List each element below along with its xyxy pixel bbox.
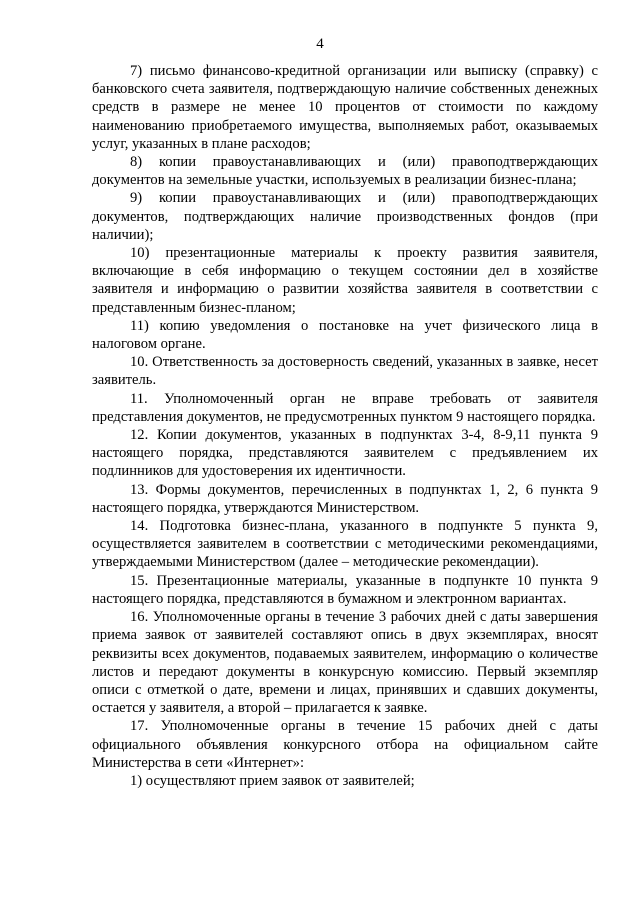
paragraph-clause-11: 11. Уполномоченный орган не вправе требовать от заявителя представления документов, не предусмотренных пунктом 9 настоящего порядка. (92, 390, 598, 425)
paragraph-item-11-tax-notice: 11) копию уведомления о постановке на учет физического лица в налоговом органе. (92, 317, 598, 353)
paragraph-clause-10: 10. Ответственность за достоверность сведений, указанных в заявке, несет заявитель. (92, 354, 598, 389)
paragraph-clause-16: 16. Уполномоченные органы в течение 3 рабочих дней с даты завершения приема заявок от заявителей составляют опись в двух экземплярах, вносят реквизиты всех документов, подаваемых заявителем, информацию о количестве листов и передают документы в конкурсную комиссию. Первый экземпляр описи с отметкой о дате, времени и лицах, принявших и сдавших документы, остается у заявителя, а второй – прилагается к заявке. (92, 609, 598, 717)
paragraph-clause-15: 15. Презентационные материалы, указанные в подпункте 10 пункта 9 настоящего порядка, представляются в бумажном и электронном вариантах. (92, 572, 598, 607)
document-body (92, 62, 598, 790)
paragraph-clause-17-item-1: 1) осуществляют прием заявок от заявителей; (130, 772, 415, 789)
paragraph-item-10-presentation: 10) презентационные материалы к проекту развития заявителя, включающие в себя информацию о текущем состоянии дел в хозяйстве заявителя и информацию о развитии хозяйства заявителя в соответствии с представленным бизнес-планом; (92, 245, 598, 316)
paragraph-clause-12: 12. Копии документов, указанных в подпунктах 3-4, 8-9,11 пункта 9 настоящего порядка, представляются заявителем с предъявлением их подлинников для удостоверения их идентичности. (92, 427, 598, 480)
paragraph-clause-13: 13. Формы документов, перечисленных в подпунктах 1, 2, 6 пункта 9 настоящего порядка, утверждаются Министерством. (92, 481, 598, 516)
paragraph-clause-14: 14. Подготовка бизнес-плана, указанного в подпункте 5 пункта 9, осуществляется заявителем в соответствии с методическими рекомендациями, утверждаемыми Министерством (далее – методические рекомендации). (92, 518, 598, 571)
paragraph-clause-17: 17. Уполномоченные органы в течение 15 рабочих дней с даты официального объявления конкурсного отбора на официальном сайте Министерства в сети «Интернет»: (92, 718, 598, 771)
paragraph-item-8-land-documents: 8) копии правоустанавливающих и (или) правоподтверждающих документов на земельные участки, используемых в реализации бизнес-плана; (92, 154, 598, 189)
page-number: 4 (316, 36, 324, 52)
paragraph-item-7-bank-letter: 7) письмо финансово-кредитной организации или выписку (справку) с банковского счета заявителя, подтверждающую наличие собственных денежных средств в размере не менее 10 процентов от стоимости по каждому наименованию приобретаемого имущества, выполняемых работ, оказываемых услуг, указанных в плане расходов; (92, 63, 598, 152)
paragraph-item-9-production-assets: 9) копии правоустанавливающих и (или) правоподтверждающих документов, подтверждающих наличие производственных фондов (при наличии); (92, 190, 598, 243)
